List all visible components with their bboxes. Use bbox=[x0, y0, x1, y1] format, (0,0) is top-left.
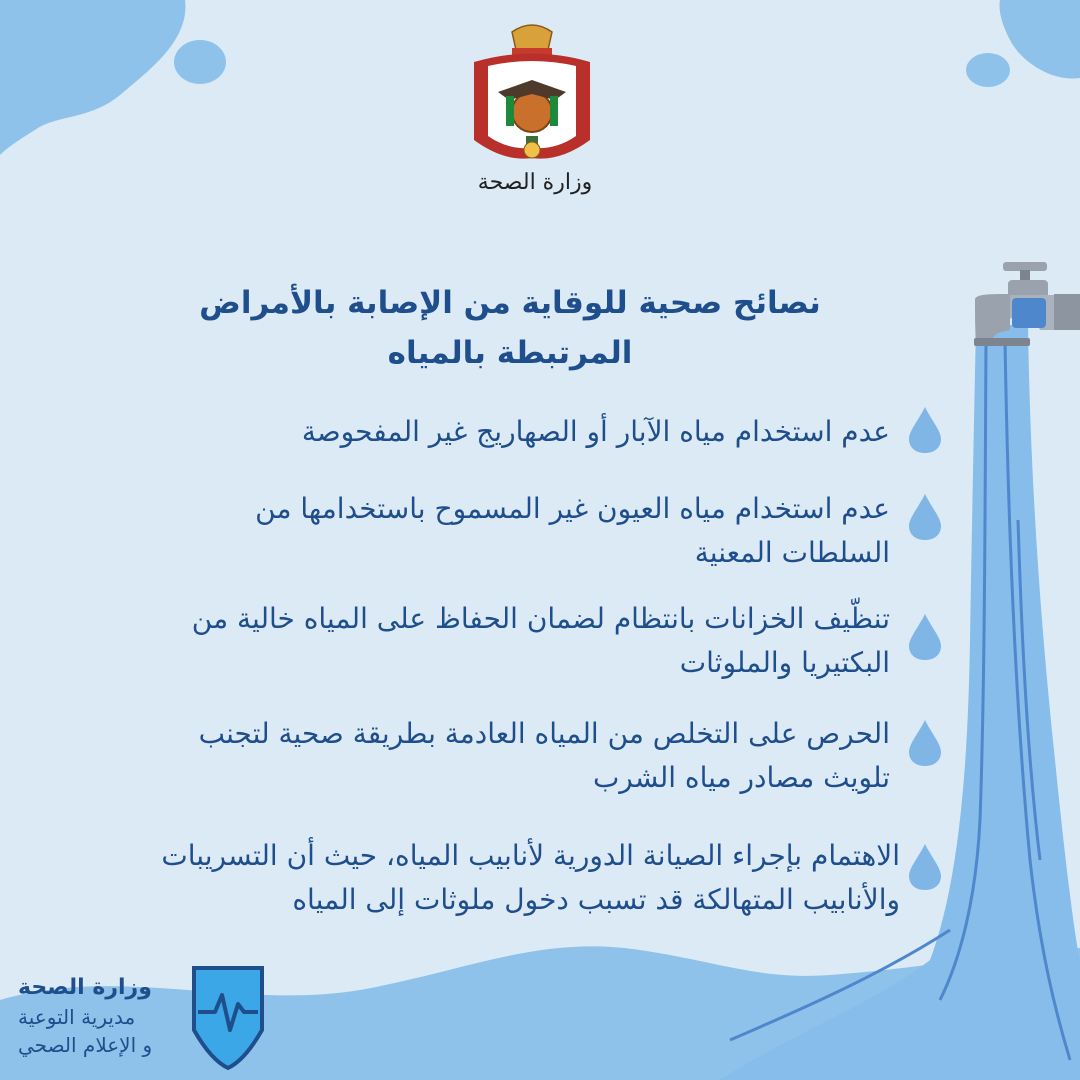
footer-ministry-name: وزارة الصحة bbox=[18, 975, 152, 1000]
water-drop-icon bbox=[906, 842, 944, 892]
top-right-water-blob bbox=[999, 0, 1080, 78]
tip-2-line-1: عدم استخدام مياه العيون غير المسموح باستخدامها من bbox=[255, 492, 890, 525]
top-right-droplet bbox=[966, 53, 1010, 87]
footer-media-unit: و الإعلام الصحي bbox=[18, 1033, 153, 1057]
tip-5-line-1: الاهتمام بإجراء الصيانة الدورية لأنابيب المياه، حيث أن التسريبات bbox=[161, 839, 900, 872]
tip-item-1 bbox=[150, 410, 890, 454]
tip-item-4 bbox=[70, 712, 890, 800]
title-line-2: المرتبطة بالمياه bbox=[387, 335, 633, 371]
footer-department: مديرية التوعية bbox=[18, 1005, 136, 1029]
tip-1-line-1: عدم استخدام مياه الآبار أو الصهاريج غير المفحوصة bbox=[301, 415, 890, 448]
title-line-1: نصائح صحية للوقاية من الإصابة بالأمراض bbox=[199, 285, 821, 321]
water-drop-icon bbox=[906, 718, 944, 768]
tip-3-line-1: تنظّيف الخزانات بانتظام لضمان الحفاظ على المياه خالية من bbox=[191, 602, 890, 635]
water-drop-icon bbox=[906, 492, 944, 542]
water-drop-icon bbox=[906, 405, 944, 455]
top-left-droplet bbox=[174, 40, 226, 84]
water-drop-icon bbox=[906, 612, 944, 662]
tip-item-2 bbox=[100, 487, 890, 575]
tip-4-line-2: تلويث مصادر مياه الشرب bbox=[592, 761, 890, 794]
top-left-water-blob bbox=[0, 0, 185, 155]
tip-2-line-2: السلطات المعنية bbox=[694, 536, 890, 569]
tip-item-5 bbox=[30, 834, 900, 922]
tip-item-3 bbox=[70, 597, 890, 685]
tip-4-line-1: الحرص على التخلص من المياه العادمة بطريقة صحية لتجنب bbox=[198, 717, 890, 750]
tip-5-line-2: والأنابيب المتهالكة قد تسبب دخول ملوثات إلى المياه bbox=[292, 883, 900, 916]
tip-3-line-2: البكتيريا والملوثات bbox=[679, 646, 890, 679]
royal-crest-icon bbox=[474, 25, 590, 159]
ministry-emblem-caption: وزارة الصحة bbox=[477, 170, 593, 195]
page-title bbox=[150, 278, 870, 378]
